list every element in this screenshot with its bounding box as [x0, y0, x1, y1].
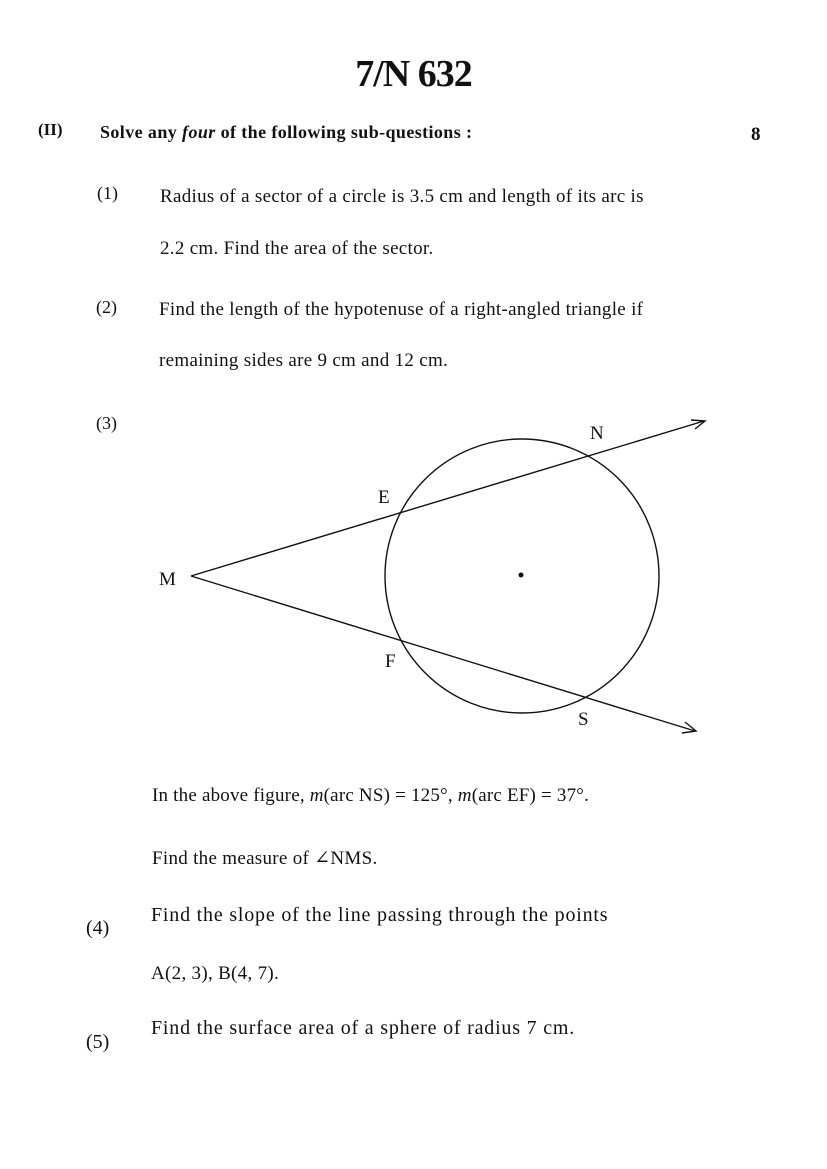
- question-5-number: (5): [86, 1031, 110, 1053]
- secant-line-lower: [191, 576, 695, 731]
- question-3-line-2: Find the measure of ∠NMS.: [152, 848, 378, 869]
- instruction-any: any: [147, 122, 178, 142]
- q3-text-part-2: (arc NS) = 125°,: [323, 785, 453, 806]
- section-marks: 8: [751, 124, 761, 145]
- question-4-line-2: A(2, 3), B(4, 7).: [151, 963, 280, 984]
- question-2-line-1: Find the length of the hypotenuse of a right-angled triangle if: [159, 299, 644, 320]
- paper-code: 7/N 632: [355, 53, 472, 95]
- instruction-rest: of the following sub-questions :: [220, 122, 473, 142]
- label-N: N: [590, 423, 604, 444]
- question-1-number: (1): [97, 183, 118, 203]
- question-3-line-1: [152, 785, 589, 807]
- question-3-number: (3): [96, 413, 117, 433]
- section-number: (II): [38, 120, 63, 139]
- label-E: E: [378, 487, 390, 508]
- question-4-line-1: Find the slope of the line passing through the points: [151, 904, 609, 926]
- q3-text-part-3: (arc EF) = 37°.: [471, 785, 590, 806]
- secant-circle-figure: [150, 410, 720, 750]
- question-1-line-2: 2.2 cm. Find the area of the sector.: [160, 238, 434, 259]
- question-2-line-2: remaining sides are 9 cm and 12 cm.: [159, 350, 449, 371]
- q3-text-part-1: In the above figure,: [152, 785, 305, 806]
- question-4-number: (4): [86, 917, 110, 939]
- question-2-number: (2): [96, 297, 117, 317]
- q3-measure-symbol-1: m: [309, 785, 324, 806]
- circle-center-dot: [519, 573, 524, 578]
- section-instruction: [100, 122, 472, 143]
- secant-line-upper: [191, 421, 704, 576]
- label-S: S: [578, 709, 589, 730]
- question-1-line-1: Radius of a sector of a circle is 3.5 cm and length of its arc is: [160, 186, 644, 207]
- label-F: F: [385, 651, 396, 672]
- instruction-prefix: Solve: [100, 122, 144, 142]
- q3-measure-symbol-2: m: [457, 785, 472, 806]
- question-5-line-1: Find the surface area of a sphere of radius 7 cm.: [151, 1017, 576, 1039]
- label-M: M: [159, 569, 176, 590]
- instruction-four: four: [182, 122, 216, 142]
